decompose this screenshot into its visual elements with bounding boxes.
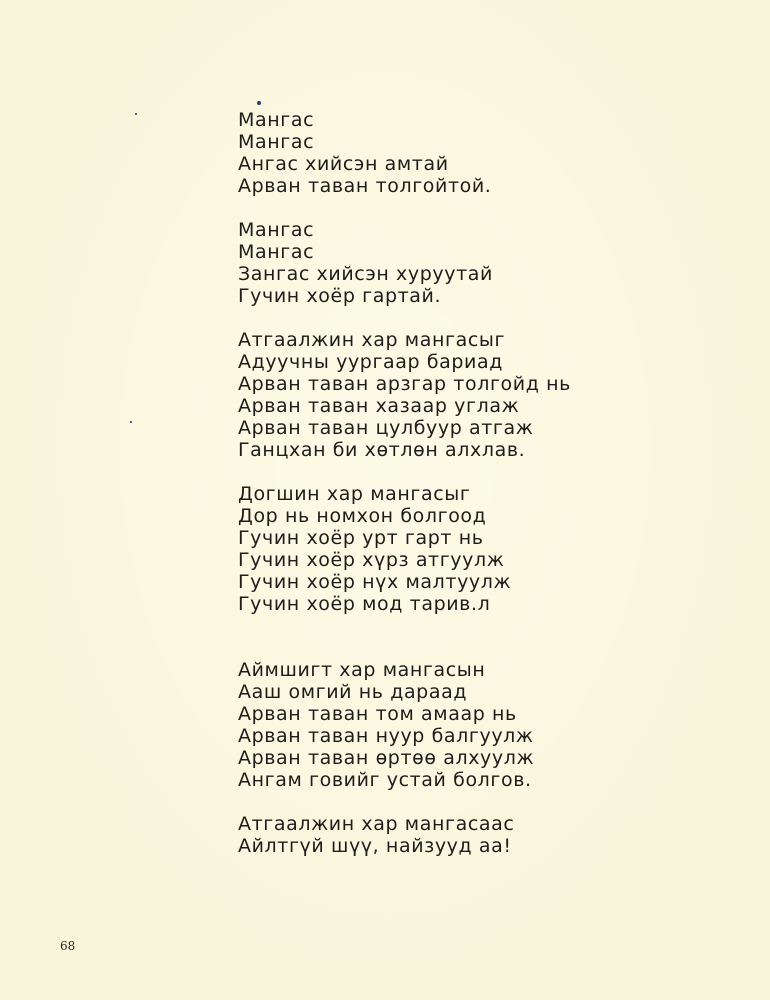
poem-line: Мангас bbox=[238, 131, 315, 153]
stanza bbox=[238, 109, 738, 197]
poem-line: Дор нь номхон болгоод bbox=[238, 505, 487, 527]
poem-line: Арван таван том амаар нь bbox=[238, 703, 517, 725]
poem-line: Гучин хоёр урт гарт нь bbox=[238, 527, 484, 549]
poem-line: Аймшигт хар мангасын bbox=[238, 659, 486, 681]
poem bbox=[238, 109, 738, 857]
poem-line: Арван таван хазаар углаж bbox=[238, 395, 520, 417]
poem-line: Мангас bbox=[238, 219, 315, 241]
poem-line: Арван таван өртөө алхуулж bbox=[238, 747, 535, 769]
poem-line: Ганцхан би хөтлөн алхлав. bbox=[238, 439, 526, 461]
ink-speck bbox=[135, 113, 137, 115]
poem-line: Ааш омгий нь дараад bbox=[238, 681, 468, 703]
poem-line: Гучин хоёр хүрз атгуулж bbox=[238, 549, 505, 571]
stanza bbox=[238, 219, 738, 307]
stanza bbox=[238, 483, 738, 615]
poem-line: Адуучны уургаар бариад bbox=[238, 351, 503, 373]
stanza bbox=[238, 659, 738, 791]
poem-line: Гучин хоёр нүх малтуулж bbox=[238, 571, 512, 593]
poem-line: Ангам говийг устай болгов. bbox=[238, 769, 532, 791]
poem-line: Гучин хоёр мод тарив.л bbox=[238, 593, 491, 615]
poem-line: Арван таван цулбуур атгаж bbox=[238, 417, 534, 439]
poem-line: Мангас bbox=[238, 109, 315, 131]
ink-speck bbox=[257, 101, 261, 105]
poem-line: Мангас bbox=[238, 241, 315, 263]
poem-line: Арван таван толгойтой. bbox=[238, 175, 492, 197]
poem-line: Айлтгүй шүү, найзууд аа! bbox=[238, 835, 512, 857]
poem-line: Атгаалжин хар мангасаас bbox=[238, 813, 515, 835]
poem-line: Ангас хийсэн амтай bbox=[238, 153, 449, 175]
ink-speck bbox=[130, 421, 132, 423]
stanza bbox=[238, 329, 738, 461]
poem-line: Гучин хоёр гартай. bbox=[238, 285, 442, 307]
stanza bbox=[238, 813, 738, 857]
poem-line: Догшин хар мангасыг bbox=[238, 483, 471, 505]
poem-line: Атгаалжин хар мангасыг bbox=[238, 329, 506, 351]
page-number: 68 bbox=[60, 939, 76, 953]
poem-line: Зангас хийсэн хуруутай bbox=[238, 263, 493, 285]
poem-line: Арван таван арзгар толгойд нь bbox=[238, 373, 571, 395]
poem-line: Арван таван нуур балгуулж bbox=[238, 725, 534, 747]
